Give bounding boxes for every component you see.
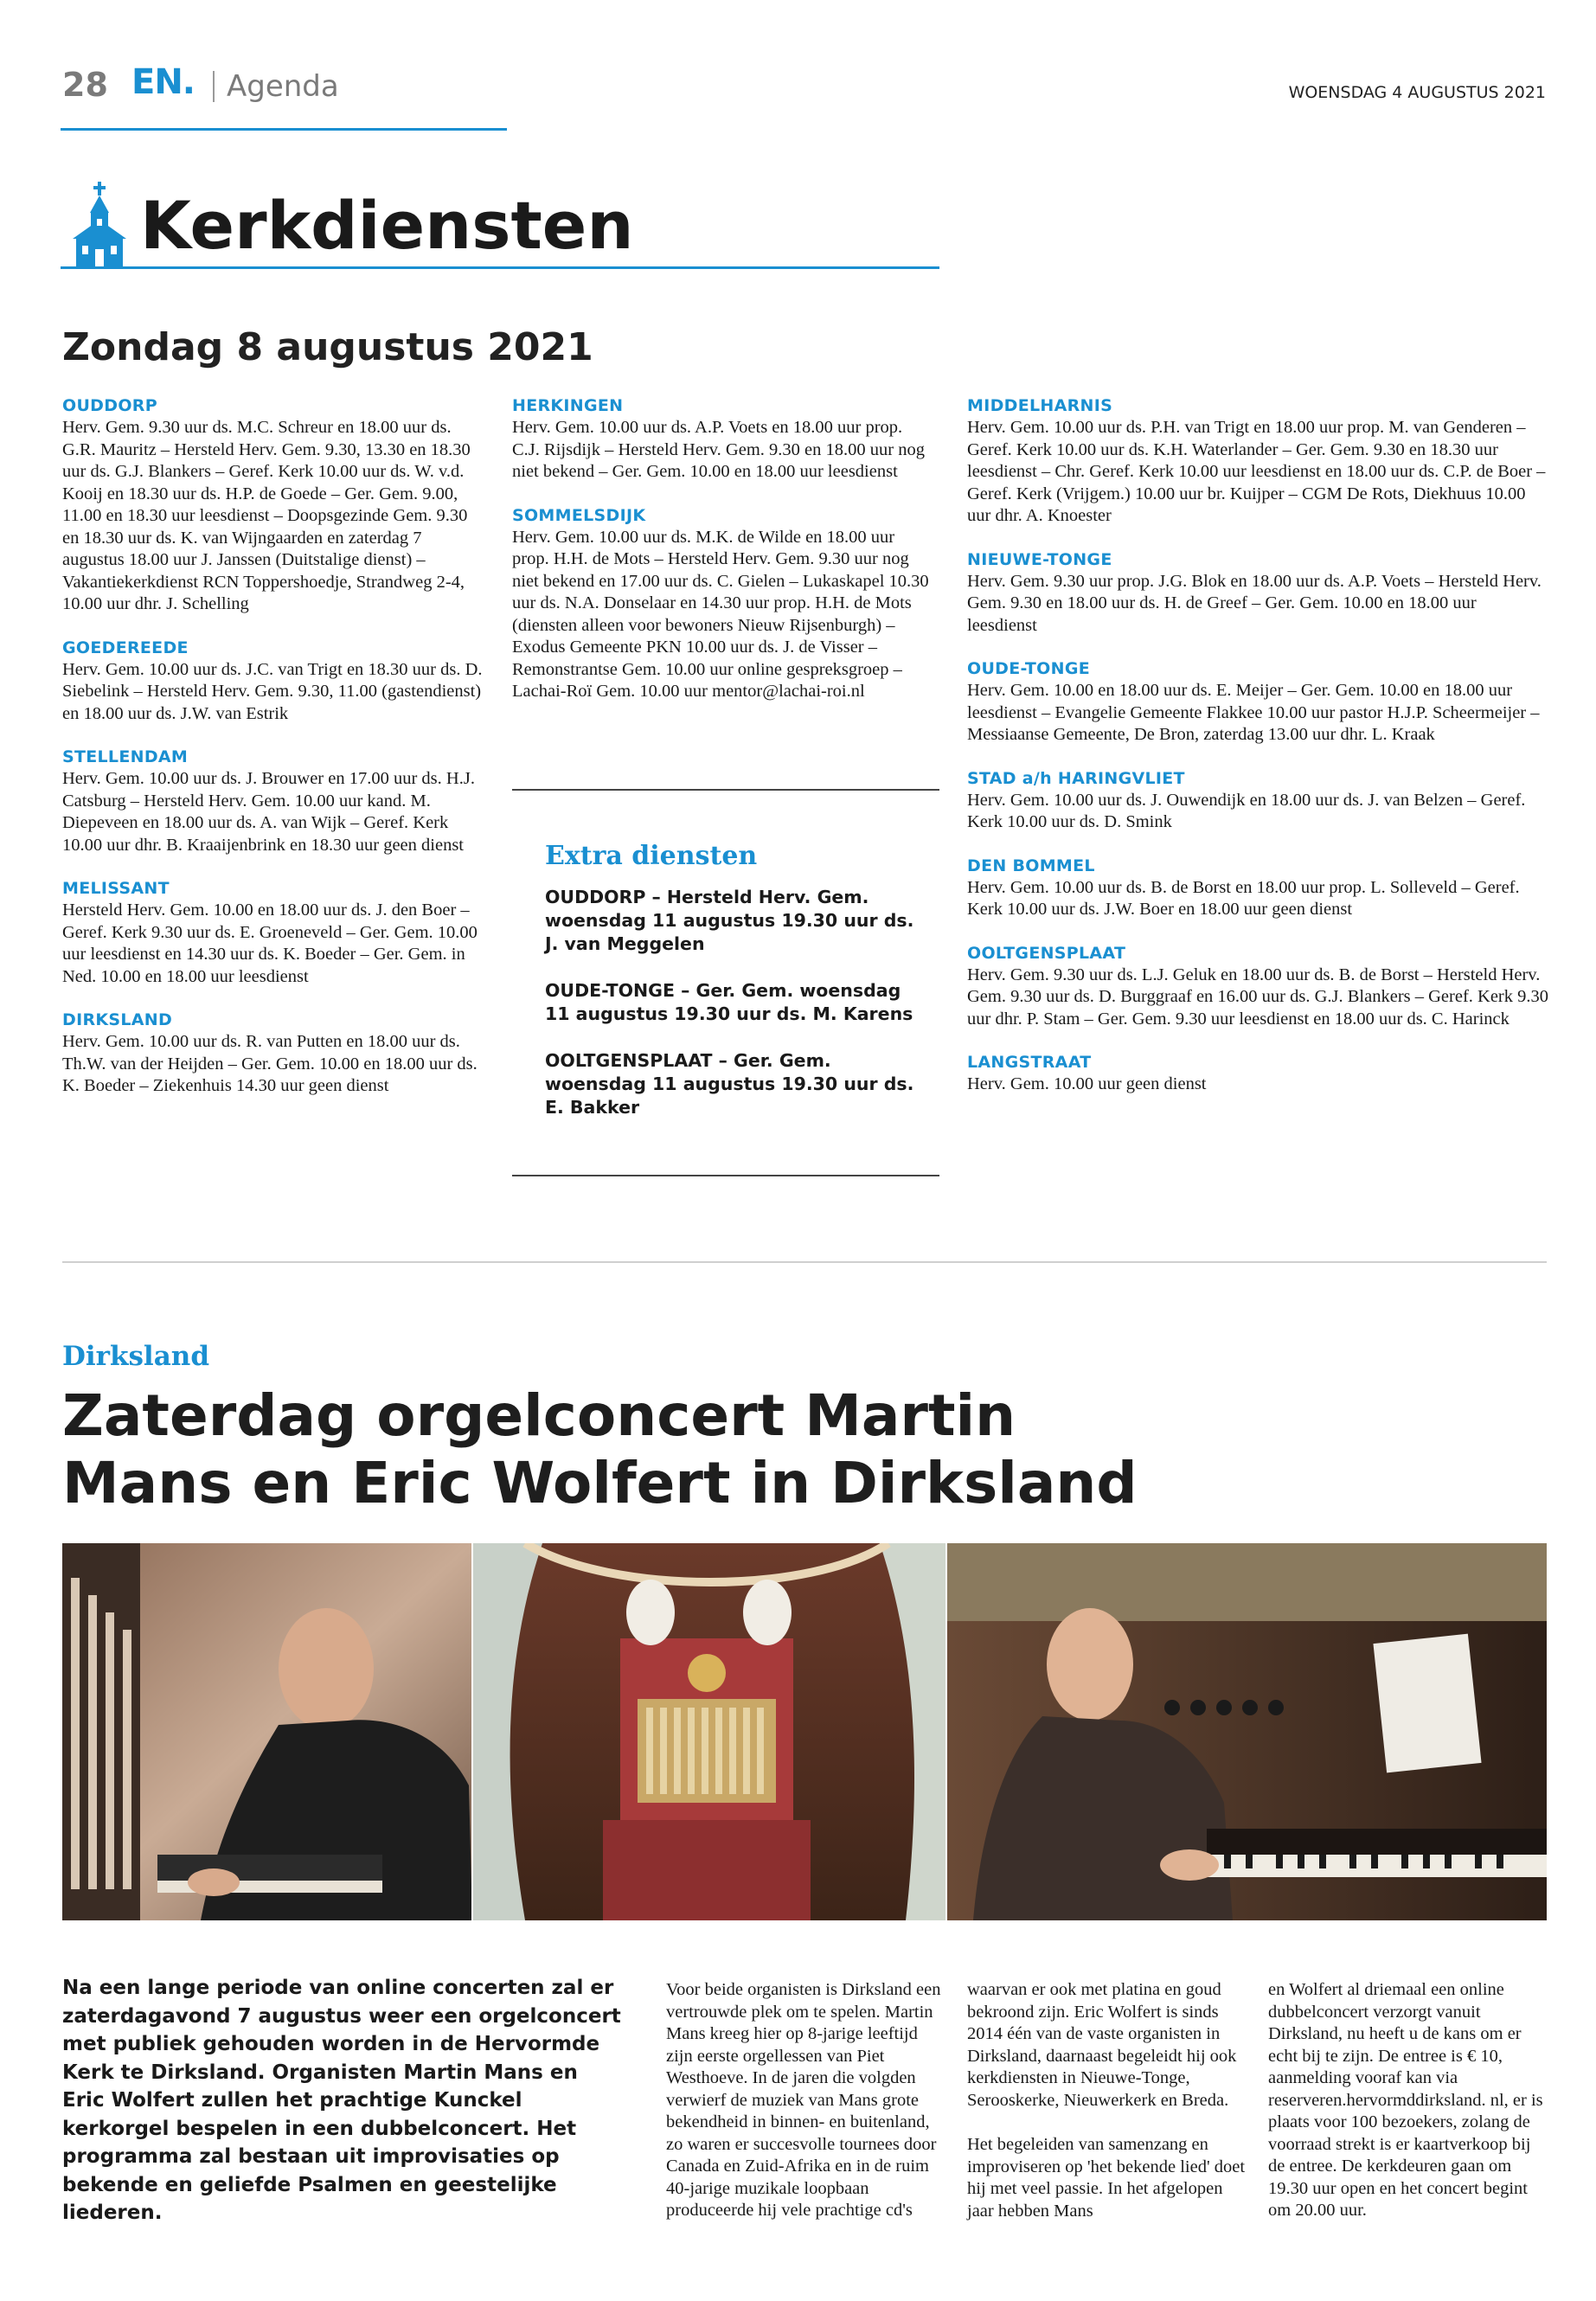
service-entry (967, 550, 1548, 638)
service-entry (62, 396, 484, 616)
place-name: OUDDORP (62, 396, 157, 415)
service-text: Hersteld Herv. Gem. 10.00 en 18.00 uur ds. J. den Boer – Geref. Kerk 9.30 uur ds. E. Groeneveld – Ger. Gem. 10.00 uur leesdienst en 14.30 uur ds. K. Boeder – Ger. Gem. in Ned. 10.00 en 18.00 uur leesdienst (62, 901, 478, 986)
section-name: Agenda (227, 69, 339, 104)
service-text: Herv. Gem. 10.00 uur ds. J. Ouwendijk en 18.00 uur ds. J. van Belzen – Geref. Kerk 10.00 uur ds. D. Smink (967, 790, 1526, 831)
extra-service-item: OUDE-TONGE – Ger. Gem. woensdag 11 augustus 19.30 uur ds. M. Karens (545, 980, 913, 1024)
place-name: OOLTGENSPLAAT (967, 943, 1126, 963)
service-entry (512, 396, 934, 484)
article-body-column-1 (666, 1979, 945, 2245)
place-name: MIDDELHARNIS (967, 396, 1113, 415)
service-entry (62, 747, 484, 856)
header-separator (213, 71, 215, 102)
service-text: Herv. Gem. 10.00 uur ds. P.H. van Trigt en 18.00 uur prop. M. van Genderen – Geref. Kerk 10.00 uur ds. K.H. Waterlander – Ger. Gem. 9.30 en 18.30 uur leesdienst – Chr. Geref. Kerk 10.00 uur leesdienst en 18.00 uur ds. C.P. de Boer – Geref. Kerk (Vrijgem.) 10.00 uur br. Kuijper – CGM De Rots, Diekhuus 10.00 uur dhr. A. Knoester (967, 418, 1546, 525)
place-name: DEN BOMMEL (967, 856, 1095, 875)
service-text: Herv. Gem. 10.00 en 18.00 uur ds. E. Meijer – Ger. Gem. 10.00 en 18.00 uur leesdienst – Evangelie Gemeente Flakkee 10.00 uur pastor H.J.P. Scheermeijer – Messiaanse Gemeente, De Bron, zaterdag 13.00 uur dhr. L. Kraak (967, 681, 1540, 744)
services-column-2 (512, 396, 934, 726)
article-kicker: Dirksland (62, 1341, 210, 1372)
place-name: OUDE-TONGE (967, 659, 1091, 678)
extra-services-box (512, 789, 939, 1176)
body-paragraph: waarvan er ook met platina en goud bekroond zijn. Eric Wolfert is sinds 2014 één van de vaste organisten in Dirksland, daarnaast begeleidt hij ook kerkdiensten in Nieuwe-Tonge, Serooskerke, Nieuwerkerk en Breda. (967, 1980, 1237, 2110)
service-entry (967, 856, 1548, 921)
photo-organist-left (62, 1543, 471, 1920)
article-body-column-2 (967, 1979, 1246, 2245)
newspaper-logo: EN. (131, 62, 195, 102)
place-name: MELISSANT (62, 879, 170, 898)
body-paragraph: Voor beide organisten is Dirksland een vertrouwde plek om te spelen. Martin Mans kreeg hier op 8-jarige leeftijd zijn eerste orgellessen van Piet Westhoeve. In de jaren die volgden verwierf de muziek van Mans grote bekendheid in binnen- en buitenland, zo waren er succesvolle tournees door Canada en Zuid-Afrika en in de ruim 40-jarige muzikale loopbaan produceerde hij vele prachtige cd's (666, 1980, 941, 2220)
service-entry (62, 1010, 484, 1098)
article-lead: Na een lange periode van online concerten zal er zaterdagavond 7 augustus weer een orgelconcert met publiek gehouden worden in de Hervormde Kerk te Dirksland. Organisten Martin Mans en Eric Wolfert zullen het prachtige Kunckel kerkorgel bespelen in een dubbelconcert. Het programma zal bestaan uit improvisaties op bekende en geliefde Psalmen en geestelijke liederen. (62, 1977, 621, 2224)
service-entry (62, 638, 484, 726)
service-text: Herv. Gem. 10.00 uur geen dienst (967, 1074, 1207, 1093)
service-entry (967, 1053, 1548, 1096)
page-number: 28 (62, 66, 108, 104)
extra-services-title: Extra diensten (545, 841, 758, 871)
photo-church-organ (473, 1543, 945, 1920)
services-column-3 (967, 396, 1548, 1118)
service-text: Herv. Gem. 10.00 uur ds. M.K. de Wilde en 18.00 uur prop. H.H. de Mots – Hersteld Herv. Gem. 9.30 uur nog niet bekend en 17.00 uur ds. C. Gielen – Lukaskapel 10.30 uur ds. N.A. Donselaar en 14.30 uur prop. H.H. de Mots (diensten alleen voor bewoners Nieuw Rijsenburgh) – Exodus Gemeente PKN 10.00 uur ds. J. de Visser – Remonstrantse Gem. 10.00 uur online gespreksgroep – Lachai-Roï Gem. 10.00 uur mentor@lachai-roi.nl (512, 527, 929, 701)
place-name: STELLENDAM (62, 747, 189, 766)
service-entry (512, 506, 934, 703)
extra-service-item: OUDDORP – Hersteld Herv. Gem. woensdag 11 augustus 19.30 uur ds. J. van Meggelen (545, 887, 914, 954)
issue-date: WOENSDAG 4 AUGUSTUS 2021 (1288, 83, 1546, 102)
place-name: LANGSTRAAT (967, 1053, 1092, 1072)
place-name: DIRKSLAND (62, 1010, 173, 1029)
day-heading: Zondag 8 augustus 2021 (62, 325, 593, 369)
section-divider (62, 1261, 1547, 1263)
page-title: Kerkdiensten (140, 187, 634, 264)
church-icon (69, 182, 130, 268)
service-text: Herv. Gem. 10.00 uur ds. R. van Putten en 18.00 uur ds. Th.W. van der Heijden – Ger. Gem. 10.00 en 18.00 uur ds. K. Boeder – Ziekenhuis 14.30 uur geen dienst (62, 1032, 478, 1095)
title-rule (61, 266, 939, 269)
service-text: Herv. Gem. 9.30 uur ds. M.C. Schreur en 18.00 uur ds. G.R. Mauritz – Hersteld Herv. Gem. 9.30, 13.30 en 18.30 uur ds. G.J. Blankers – Geref. Kerk 10.00 uur ds. W. v.d. Kooij en 18.30 uur ds. H.P. de Goede – Ger. Gem. 9.00, 11.00 en 18.30 uur leesdienst – Doopsgezinde Gem. 9.30 en 18.30 uur ds. K. van Wijngaarden en zaterdag 7 augustus 18.00 uur J. Janssen (Duitstalige dienst) – Vakantiekerkdienst RCN Toppershoedje, Strandweg 2-4, 10.00 uur dhr. J. Schelling (62, 418, 471, 613)
photo-organist-right (947, 1543, 1547, 1920)
service-text: Herv. Gem. 10.00 uur ds. B. de Borst en 18.00 uur prop. L. Solleveld – Geref. Kerk 10.00 uur ds. J.W. Boer en 18.00 uur geen dienst (967, 877, 1520, 919)
service-entry (967, 659, 1548, 747)
services-column-1 (62, 396, 484, 1120)
service-entry (62, 879, 484, 988)
service-text: Herv. Gem. 9.30 uur prop. J.G. Blok en 18.00 uur ds. A.P. Voets – Hersteld Herv. Gem. 9.30 en 18.00 uur ds. H. de Greef – Ger. Gem. 10.00 en 18.00 uur leesdienst (967, 571, 1542, 635)
body-paragraph: en Wolfert al driemaal een online dubbelconcert verzorgt vanuit Dirksland, nu heeft u de kans om er echt bij te zijn. De entree is € 10, aanmelding vooraf kan via reserveren.hervormddirksland. nl, er is plaats voor 100 bezoekers, zolang de voorraad strekt is er kaartverkoop bij de entree. De kerkdeuren gaan om 19.30 uur open en het concert begint om 20.00 uur. (1268, 1980, 1543, 2220)
service-text: Herv. Gem. 9.30 uur ds. L.J. Geluk en 18.00 uur ds. B. de Borst – Hersteld Herv. Gem. 9.30 uur ds. D. Burggraaf en 16.00 uur ds. G.J. Blankers – Geref. Kerk 9.30 uur dhr. P. Stam – Ger. Gem. 9.30 uur leesdienst en 18.00 uur ds. C. Harinck (967, 965, 1549, 1029)
place-name: GOEDEREEDE (62, 638, 189, 657)
place-name: HERKINGEN (512, 396, 624, 415)
place-name: SOMMELSDIJK (512, 505, 646, 525)
service-entry (967, 944, 1548, 1031)
header-rule (61, 128, 507, 131)
extra-service-item: OOLTGENSPLAAT – Ger. Gem. woensdag 11 augustus 19.30 uur ds. E. Bakker (545, 1050, 914, 1118)
place-name: STAD a/h HARINGVLIET (967, 768, 1185, 788)
service-entry (967, 396, 1548, 528)
service-text: Herv. Gem. 10.00 uur ds. A.P. Voets en 18.00 uur prop. C.J. Rijsdijk – Hersteld Herv. Gem. 9.30 en 18.00 uur nog niet bekend – Ger. Gem. 10.00 en 18.00 uur leesdienst (512, 418, 925, 481)
place-name: NIEUWE-TONGE (967, 549, 1112, 569)
article-headline: Zaterdag orgelconcert Martin Mans en Eric Wolfert in Dirksland (62, 1382, 1138, 1516)
photo-strip (62, 1543, 1547, 1920)
article-body-column-3 (1268, 1979, 1547, 2245)
body-paragraph: Het begeleiden van samenzang en improviseren op 'het bekende lied' doet hij met veel passie. In het afgelopen jaar hebben Mans (967, 2135, 1246, 2221)
service-entry (967, 769, 1548, 834)
service-text: Herv. Gem. 10.00 uur ds. J.C. van Trigt en 18.30 uur ds. D. Siebelink – Hersteld Herv. Gem. 9.30, 11.00 (gastendienst) en 18.00 uur ds. J.W. van Estrik (62, 659, 483, 723)
service-text: Herv. Gem. 10.00 uur ds. J. Brouwer en 17.00 uur ds. H.J. Catsburg – Hersteld Herv. Gem. 10.00 uur kand. M. Diepeveen en 18.00 uur ds. A. van Wijk – Geref. Kerk 10.00 uur dhr. B. Kraaijenbrink en 18.30 uur geen dienst (62, 769, 475, 855)
